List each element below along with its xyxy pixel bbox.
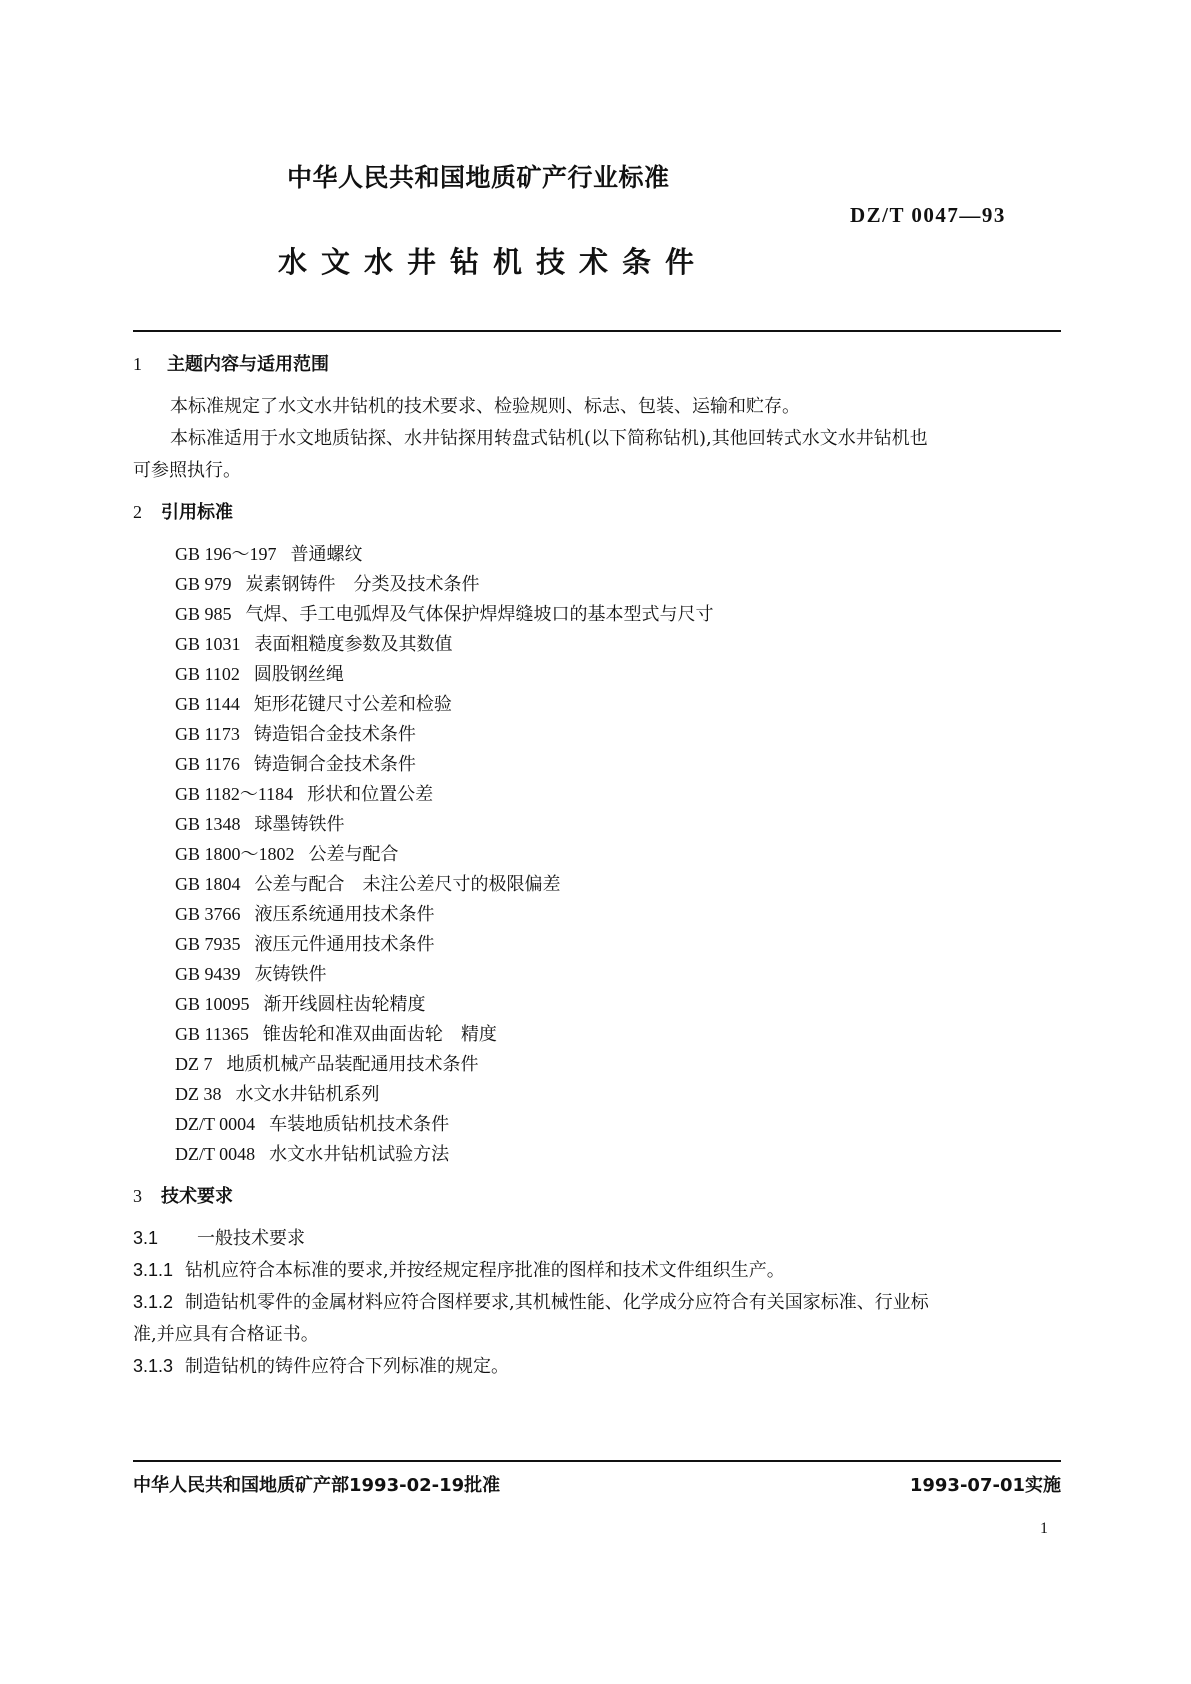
section-3-number: 3 [133, 1186, 142, 1206]
clause-text: 钻机应符合本标准的要求,并按经规定程序批准的图样和技术文件组织生产。 [185, 1260, 785, 1281]
reference-item [175, 780, 433, 806]
reference-title: 渐开线圆柱齿轮精度 [263, 994, 426, 1015]
reference-title: 球墨铸铁件 [254, 814, 345, 835]
clause-number: 3.1.2 [133, 1292, 174, 1312]
reference-item [175, 750, 416, 776]
clause-number: 3.1.3 [133, 1356, 174, 1376]
reference-item [175, 990, 426, 1016]
clause-3-1-3 [133, 1352, 509, 1378]
reference-item [175, 870, 561, 896]
footer-divider [133, 1460, 1061, 1462]
reference-code: GB 9439 [175, 964, 241, 984]
section-3-title: 技术要求 [161, 1186, 233, 1207]
reference-code: DZ/T 0004 [175, 1114, 256, 1134]
reference-code: GB 985 [175, 604, 232, 624]
reference-title: 灰铸铁件 [254, 964, 327, 985]
reference-item [175, 960, 327, 986]
reference-title: 水文水井钻机试验方法 [269, 1144, 450, 1165]
reference-item [175, 1050, 479, 1076]
reference-title: 液压系统通用技术条件 [254, 904, 435, 925]
reference-item [175, 690, 452, 716]
reference-item [175, 660, 344, 686]
clause-number: 3.1 [133, 1228, 159, 1248]
reference-code: GB 1031 [175, 634, 241, 654]
reference-item [175, 1020, 497, 1046]
standard-code: DZ/T 0047—93 [850, 203, 1006, 227]
page-number: 1 [1040, 1520, 1048, 1537]
clause-3-1 [133, 1224, 305, 1250]
reference-item [175, 720, 416, 746]
reference-code: GB 1144 [175, 694, 240, 714]
reference-item [175, 1080, 380, 1106]
effective-date: 1993-07-01实施 [909, 1475, 1061, 1496]
reference-item [175, 930, 435, 956]
section-1-paragraph-2-line-2: 可参照执行。 [133, 460, 241, 481]
reference-title: 公差与配合 [308, 844, 399, 865]
reference-title: 普通螺纹 [290, 544, 363, 565]
header-divider [133, 330, 1061, 332]
clause-number: 3.1.1 [133, 1260, 174, 1280]
reference-item [175, 1110, 449, 1136]
clause-3-1-2-continuation: 准,并应具有合格证书。 [133, 1324, 319, 1345]
reference-code: GB 11365 [175, 1024, 249, 1044]
reference-code: GB 1176 [175, 754, 240, 774]
reference-code: DZ/T 0048 [175, 1144, 256, 1164]
section-1-heading [133, 350, 329, 376]
reference-code: DZ 7 [175, 1054, 213, 1074]
reference-code: DZ 38 [175, 1084, 222, 1104]
reference-code: GB 7935 [175, 934, 241, 954]
section-1-paragraph-2-line-1: 本标准适用于水文地质钻探、水井钻探用转盘式钻机(以下简称钻机),其他回转式水文水井钻机也 [170, 428, 928, 449]
section-1-number: 1 [133, 354, 142, 374]
clause-text: 制造钻机零件的金属材料应符合图样要求,其机械性能、化学成分应符合有关国家标准、行业标 [185, 1292, 929, 1313]
section-1-title: 主题内容与适用范围 [167, 354, 329, 375]
reference-item [175, 600, 714, 626]
reference-item [175, 570, 480, 596]
reference-title: 气焊、手工电弧焊及气体保护焊焊缝坡口的基本型式与尺寸 [245, 604, 714, 625]
reference-item [175, 840, 399, 866]
reference-code: GB 1182～1184 [175, 784, 294, 804]
reference-code: GB 196～197 [175, 544, 277, 564]
reference-title: 液压元件通用技术条件 [254, 934, 435, 955]
reference-title: 形状和位置公差 [307, 784, 434, 805]
clause-text: 一般技术要求 [197, 1228, 305, 1249]
reference-item [175, 810, 345, 836]
reference-title: 铸造铝合金技术条件 [253, 724, 416, 745]
reference-title: 锥齿轮和准双曲面齿轮 精度 [262, 1024, 497, 1045]
reference-title: 圆股钢丝绳 [253, 664, 344, 685]
document-title: 水文水井钻机技术条件 [278, 245, 709, 279]
reference-title: 地质机械产品装配通用技术条件 [226, 1054, 479, 1075]
section-2-number: 2 [133, 502, 142, 522]
clause-3-1-2 [133, 1288, 929, 1314]
clause-3-1-1 [133, 1256, 785, 1282]
reference-title: 车装地质钻机技术条件 [269, 1114, 450, 1135]
reference-item [175, 630, 453, 656]
reference-title: 水文水井钻机系列 [235, 1084, 380, 1105]
reference-title: 矩形花键尺寸公差和检验 [253, 694, 452, 715]
reference-title: 炭素钢铸件 分类及技术条件 [245, 574, 480, 595]
section-3-heading [133, 1182, 233, 1208]
section-2-heading [133, 498, 233, 524]
approval-note: 中华人民共和国地质矿产部1993-02-19批准 [133, 1475, 501, 1496]
reference-code: GB 979 [175, 574, 232, 594]
reference-code: GB 1173 [175, 724, 240, 744]
section-2-title: 引用标准 [161, 502, 233, 523]
reference-code: GB 1804 [175, 874, 241, 894]
reference-code: GB 1102 [175, 664, 240, 684]
reference-code: GB 1348 [175, 814, 241, 834]
reference-item [175, 900, 435, 926]
org-title: 中华人民共和国地质矿产行业标准 [287, 163, 670, 192]
clause-text: 制造钻机的铸件应符合下列标准的规定。 [185, 1356, 510, 1377]
section-1-paragraph-1: 本标准规定了水文水井钻机的技术要求、检验规则、标志、包装、运输和贮存。 [170, 396, 800, 417]
reference-code: GB 3766 [175, 904, 241, 924]
reference-title: 铸造铜合金技术条件 [253, 754, 416, 775]
reference-code: GB 10095 [175, 994, 250, 1014]
reference-item [175, 1140, 449, 1166]
reference-title: 公差与配合 未注公差尺寸的极限偏差 [254, 874, 561, 895]
reference-title: 表面粗糙度参数及其数值 [254, 634, 453, 655]
reference-code: GB 1800～1802 [175, 844, 295, 864]
reference-item [175, 540, 363, 566]
